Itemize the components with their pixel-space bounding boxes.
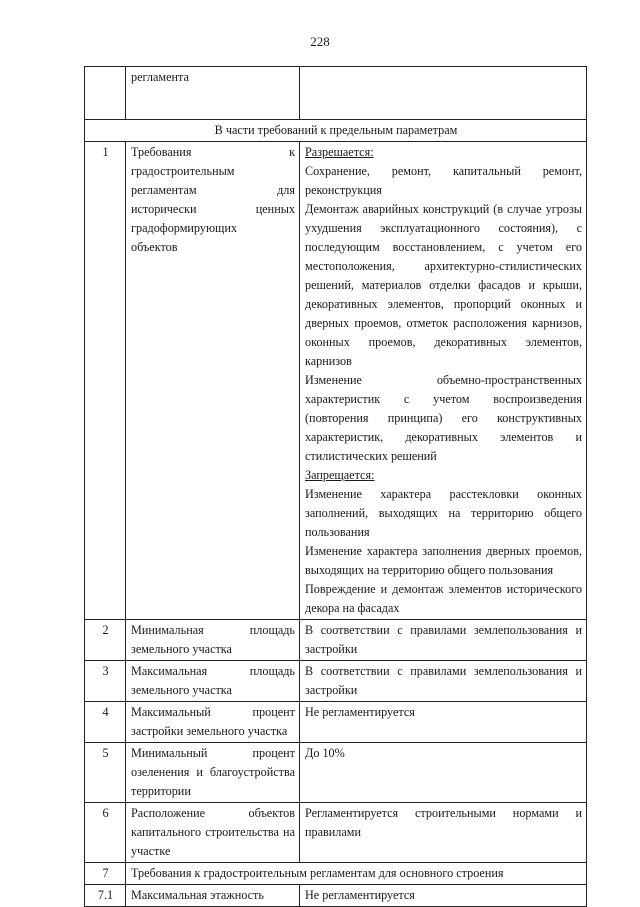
row-name-cell: Минимальная площадь земельного участка [126, 620, 300, 661]
row-value-cell [300, 142, 587, 620]
forbidden-item: Изменение характера расстекловки оконных заполнений, выходящих на территорию общего пользования [305, 487, 582, 539]
row-number-cell: 2 [85, 620, 126, 661]
section-header-row [85, 120, 587, 142]
name-line: Требования к [131, 145, 295, 159]
allowed-item: Сохранение, ремонт, капитальный ремонт, реконструкция [305, 164, 582, 197]
table-row-continuation [85, 67, 587, 120]
name-line: объектов [131, 240, 178, 254]
row-value-cell: Не регламентируется [300, 885, 587, 907]
row-number-cell: 7 [85, 863, 126, 885]
row-value-cell [300, 67, 587, 120]
row-name-cell [126, 142, 300, 620]
row-name-cell: регламента [126, 67, 300, 120]
allowed-item: Изменение объемно-пространственных характеристик с учетом воспроизведения (повторения принципа) его конструктивных характеристик, декоративных элементов и стилистических решений [305, 373, 582, 463]
row-name-cell: Максимальная площадь земельного участка [126, 661, 300, 702]
table-row-2 [85, 620, 587, 661]
forbidden-item: Повреждение и демонтаж элементов исторического декора на фасадах [305, 582, 582, 615]
allowed-item: Демонтаж аварийных конструкций (в случае угрозы ухудшения эксплуатационного состояния), с последующим восстановлением, с учетом его местоположения, архитектурно-стилистических решений, материалов отделки фасадов и крыши, декоративных элементов, пропорций оконных и дверных проемов, отметок расположения карнизов, оконных проемов, декоративных элементов, карнизов [305, 202, 582, 368]
table-row-4 [85, 702, 587, 743]
row-name-cell: Максимальная этажность [126, 885, 300, 907]
table-row-1 [85, 142, 587, 620]
table-row-3 [85, 661, 587, 702]
row-value-cell: В соответствии с правилами землепользования и застройки [300, 661, 587, 702]
table-row-7 [85, 863, 587, 885]
row-name-cell: Минимальный процент озеленения и благоустройства территории [126, 743, 300, 803]
row-value-cell: Не регламентируется [300, 702, 587, 743]
row-number-cell [85, 67, 126, 120]
name-line: исторически ценных [131, 202, 295, 216]
allowed-heading: Разрешается: [305, 145, 374, 159]
page-number: 228 [310, 34, 330, 49]
row-value-cell: До 10% [300, 743, 587, 803]
row-value-cell: Регламентируется строительными нормами и правилами [300, 803, 587, 863]
row-name-cell: Расположение объектов капитального строительства на участке [126, 803, 300, 863]
forbidden-heading: Запрещается: [305, 468, 375, 482]
forbidden-item: Изменение характера заполнения дверных проемов, выходящих на территорию общего пользования [305, 544, 582, 577]
section-header: В части требований к предельным параметрам [85, 120, 587, 142]
row-number-cell: 6 [85, 803, 126, 863]
row-value-cell: В соответствии с правилами землепользования и застройки [300, 620, 587, 661]
table-row-7-1 [85, 885, 587, 907]
row-number-cell: 7.1 [85, 885, 126, 907]
row-merged-cell: Требования к градостроительным регламентам для основного строения [126, 863, 587, 885]
row-number-cell: 1 [85, 142, 126, 620]
table-row-6 [85, 803, 587, 863]
name-line: регламентам для [131, 183, 295, 197]
name-line: градостроительным [131, 164, 235, 178]
table-row-5 [85, 743, 587, 803]
row-number-cell: 3 [85, 661, 126, 702]
row-number-cell: 5 [85, 743, 126, 803]
name-line: градоформирующих [131, 221, 238, 235]
row-number-cell: 4 [85, 702, 126, 743]
row-name-cell: Максимальный процент застройки земельного участка [126, 702, 300, 743]
regulations-table [84, 66, 587, 907]
